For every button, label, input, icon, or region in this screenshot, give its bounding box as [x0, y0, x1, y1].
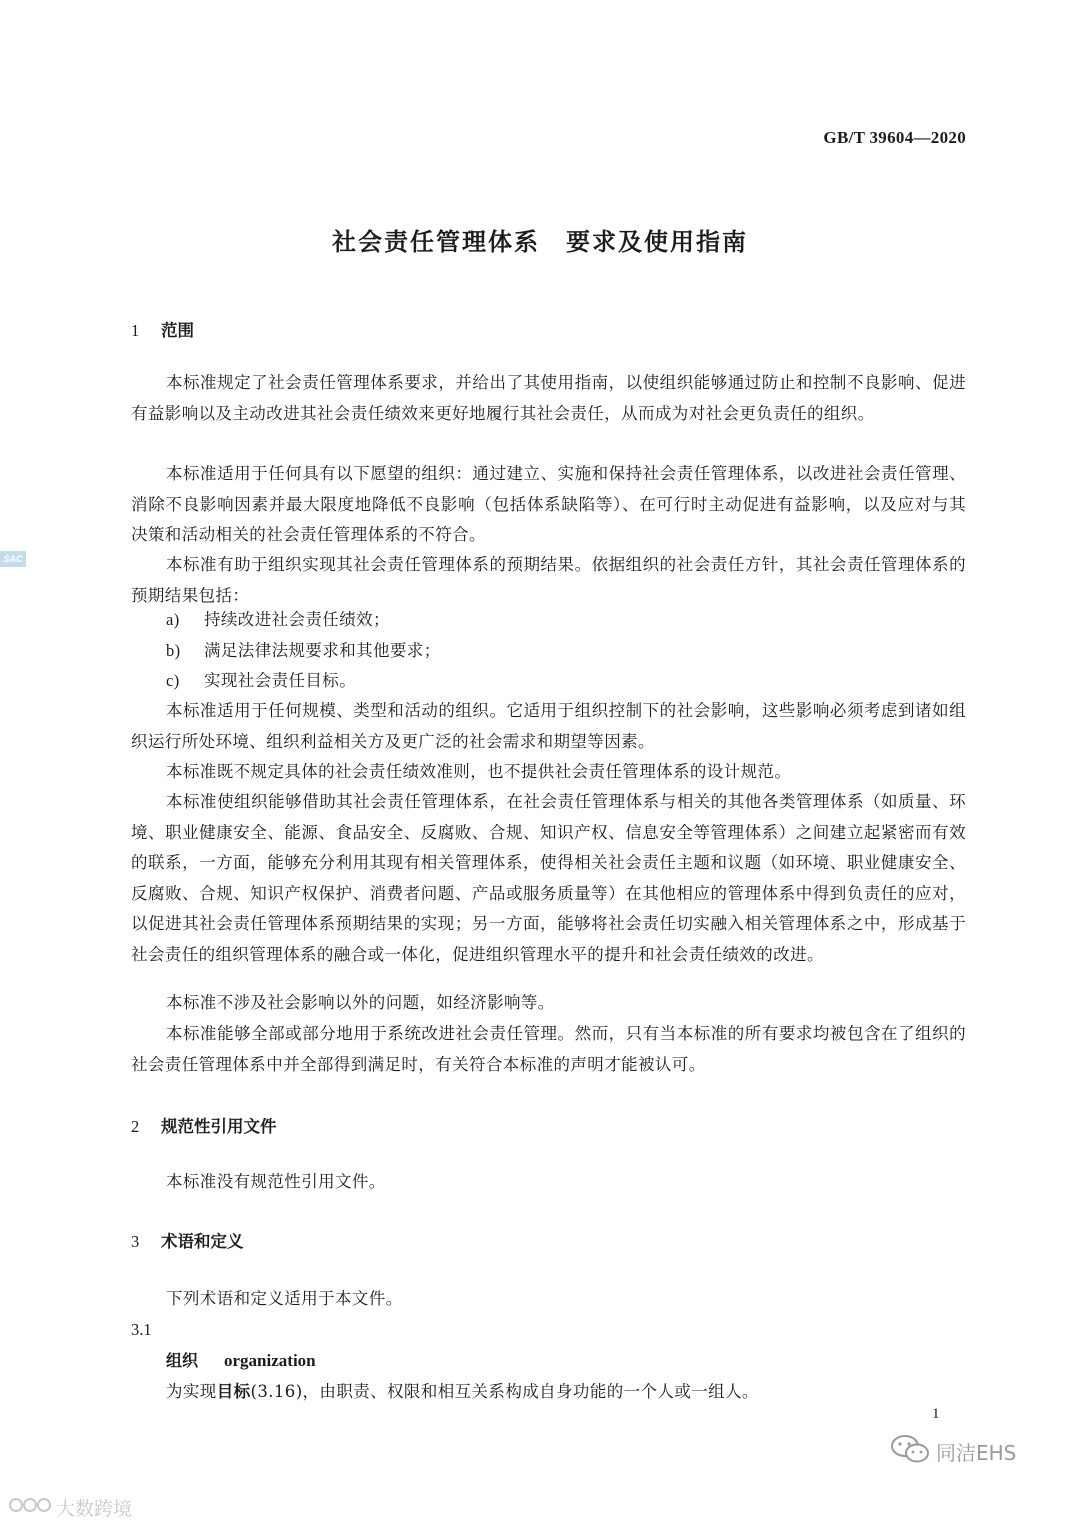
paragraph: 本标准不涉及社会影响以外的问题，如经济影响等。	[166, 993, 555, 1012]
paragraph: 本标准有助于组织实现其社会责任管理体系的预期结果。依据组织的社会责任方针，其社会责任管理体系的预期结果包括：	[131, 555, 966, 605]
section-title: 规范性引用文件	[161, 1117, 277, 1136]
paragraph: 下列术语和定义适用于本文件。	[166, 1289, 403, 1308]
list-text: 满足法律法规要求和其他要求；	[204, 641, 441, 660]
section-3-heading	[131, 1228, 244, 1252]
page-number: 1	[932, 1406, 940, 1422]
list-item	[166, 605, 390, 636]
watermark-right-text: 同洁EHS	[936, 1441, 1017, 1465]
paragraph: 本标准适用于任何具有以下愿望的组织：通过建立、实施和保持社会责任管理体系，以改进社会责任管理、消除不良影响因素并最大限度地降低不良影响（包括体系缺陷等）、在可行时主动促进有益影响，以及应对与其决策和活动相关的社会责任管理体系的不符合。	[131, 464, 966, 544]
paragraph: 本标准能够全部或部分地用于系统改进社会责任管理。然而，只有当本标准的所有要求均被包含在了组织的社会责任管理体系中并全部得到满足时，有关符合本标准的声明才能被认可。	[131, 1024, 966, 1074]
term-number: 3.1	[131, 1320, 152, 1339]
watermark-left	[8, 1494, 132, 1521]
term-name-cn: 组织	[166, 1351, 199, 1370]
term-def-prefix: 为实现	[166, 1382, 217, 1401]
paragraph: 本标准适用于任何规模、类型和活动的组织。它适用于组织控制下的社会影响，这些影响必须考虑到诸如组织运行所处环境、组织利益相关方及更广泛的社会需求和期望等因素。	[131, 701, 966, 751]
section-1-heading	[131, 317, 194, 341]
wechat-icon	[890, 1434, 930, 1469]
section-title: 术语和定义	[161, 1232, 244, 1251]
term-name-en: organization	[224, 1351, 316, 1370]
watermark-logo-icon	[8, 1494, 52, 1521]
term-heading	[166, 1348, 316, 1371]
paragraph: 本标准使组织能够借助其社会责任管理体系，在社会责任管理体系与相关的其他各类管理体系（如质量、环境、职业健康安全、能源、食品安全、反腐败、合规、知识产权、信息安全等管理体系）之间建立起紧密而有效的联系，一方面，能够充分利用其现有相关管理体系，使得相关社会责任主题和议题（如环境、职业健康安全、反腐败、合规、知识产权保护、消费者问题、产品或服务质量等）在其他相应的管理体系中得到负责任的应对，以促进其社会责任管理体系预期结果的实现；另一方面，能够将社会责任切实融入相关管理体系之中，形成基于社会责任的组织管理体系的融合或一体化，促进组织管理水平的提升和社会责任绩效的改进。	[131, 792, 966, 964]
watermark-right	[890, 1434, 1016, 1469]
section-number: 3	[131, 1232, 140, 1251]
term-definition	[166, 1378, 759, 1402]
paragraph: 本标准规定了社会责任管理体系要求，并给出了其使用指南，以使组织能够通过防止和控制不良影响、促进有益影响以及主动改进其社会责任绩效来更好地履行其社会责任，从而成为对社会更负责任的组织。	[131, 373, 966, 423]
list-text: 持续改进社会责任绩效；	[204, 610, 390, 629]
list-marker: a)	[166, 610, 180, 629]
list-marker: c)	[166, 671, 180, 690]
list-item	[166, 636, 441, 667]
watermark-left-text: 大数跨境	[56, 1498, 133, 1520]
document-title: 社会责任管理体系 要求及使用指南	[332, 228, 748, 256]
section-number: 1	[131, 321, 140, 340]
term-def-link: 目标	[216, 1382, 251, 1401]
list-marker: b)	[166, 641, 181, 660]
paragraph: 本标准既不规定具体的社会责任绩效准则，也不提供社会责任管理体系的设计规范。	[166, 762, 792, 781]
standard-code: GB/T 39604—2020	[823, 128, 966, 147]
list-text: 实现社会责任目标。	[204, 671, 357, 690]
paragraph: 本标准没有规范性引用文件。	[166, 1172, 386, 1191]
side-logo-mark: SAC	[0, 551, 26, 567]
section-title: 范围	[161, 321, 194, 340]
section-2-heading	[131, 1113, 277, 1137]
term-def-suffix: (3.16)，由职责、权限和相互关系构成自身功能的一个人或一组人。	[250, 1382, 759, 1401]
list-item	[166, 666, 356, 697]
section-number: 2	[131, 1117, 140, 1136]
